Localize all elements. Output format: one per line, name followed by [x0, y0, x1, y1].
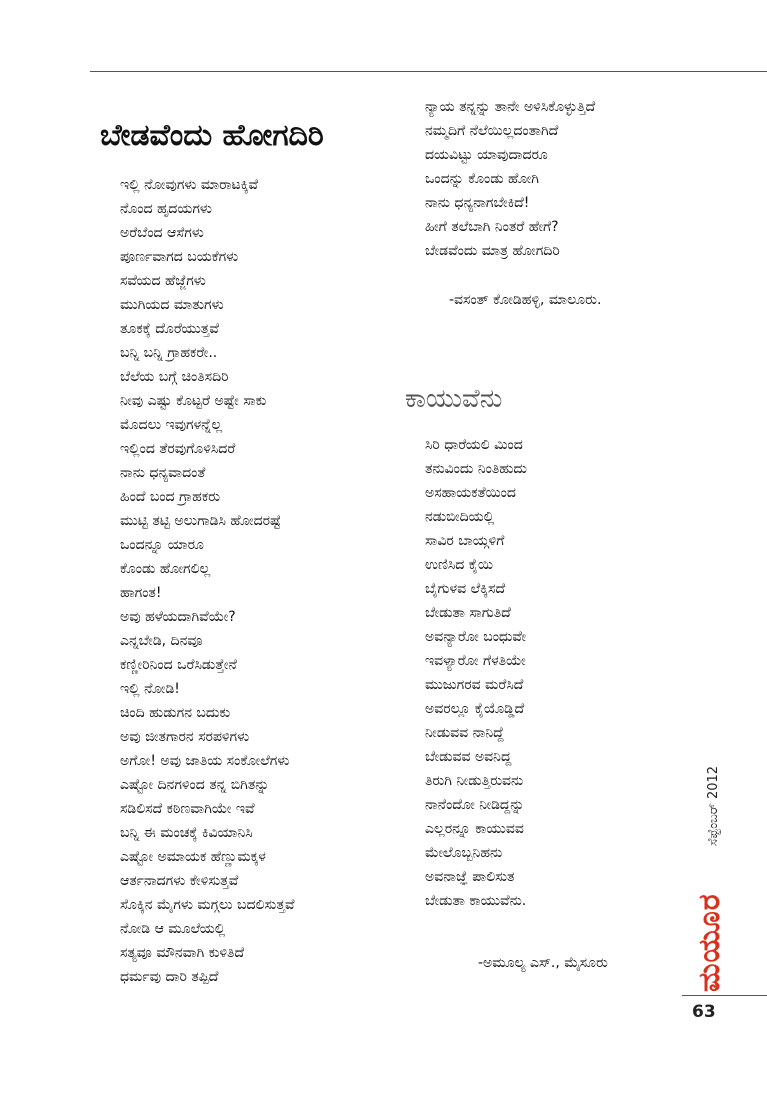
poem-line: ಬೇಡುವವ ಅವನಿದ್ದ	[425, 749, 512, 765]
footer-rule	[682, 995, 767, 996]
poem1-credit: -ವಸಂತ್ ಕೋಡಿಹಳ್ಳಿ, ಮಾಲೂರು.	[449, 292, 602, 308]
poem-line: ಇವಳ್ಯಾರೋ ಗೆಳತಿಯೇ	[425, 653, 526, 669]
poem-line: ಅವು ಜೀತಗಾರನ ಸರಪಳಿಗಳು	[120, 729, 250, 745]
poem-line: ಇಲ್ಲಿ ನೋವುಗಳು ಮಾರಾಟಕ್ಕಿವೆ	[120, 177, 259, 193]
poem-line: ಮುಟ್ಟಿ ತಟ್ಟಿ ಅಲುಗಾಡಿಸಿ ಹೋದರಷ್ಟೆ	[120, 513, 282, 529]
poem-line: ಎಲ್ಲರನ್ನೂ ಕಾಯುವವ	[425, 821, 524, 837]
poem-line: ಸೊಕ್ಕಿನ ಮೈಗಳು ಮಗ್ಗಲು ಬದಲಿಸುತ್ತವೆ	[120, 897, 295, 913]
poem-line: ಹಾಗಂತ!	[120, 585, 162, 601]
poem-line: ಎಷ್ಟೋ ಅಮಾಯಕ ಹೆಣ್ಣುಮಕ್ಕಳ	[120, 849, 266, 865]
poem-line: ನಾನೆಂದೋ ನೀಡಿದ್ದನ್ನು	[425, 797, 525, 813]
poem-line: ತಿರುಗಿ ನೀಡುತ್ತಿರುವನು	[425, 773, 524, 789]
poem-line: ನ್ಯಾಯ ತನ್ನನ್ನು ತಾನೇ ಅಳಿಸಿಕೊಳ್ಳುತ್ತಿದೆ	[425, 99, 596, 115]
poem-line: ಕೊಂಡು ಹೋಗಲಿಲ್ಲ	[120, 561, 211, 577]
poem-line: ಒಂದನ್ನು ಕೊಂಡು ಹೋಗಿ	[425, 171, 539, 187]
poem-line: ಬೇಡುತಾ ಕಾಯುವೆನು.	[425, 893, 527, 909]
poem-line: ನಾನು ಧನ್ಯನಾಗಬೇಕಿದೆ!	[425, 195, 530, 211]
poem-line: ಧರ್ಮವು ದಾರಿ ತಪ್ಪಿದೆ	[120, 969, 219, 985]
poem2-credit: -ಅಮೂಲ್ಯ ಎಸ್., ಮೈಸೂರು	[478, 955, 608, 971]
poem-line: ಆರ್ತನಾದಗಳು ಕೇಳಿಸುತ್ತವೆ	[120, 873, 239, 889]
poem-line: ನೊಂದ ಹೃದಯಗಳು	[120, 201, 212, 217]
poem-line: ಮುಗಿಯದ ಮಾತುಗಳು	[120, 297, 224, 313]
poem-line: ಅರೆಬೆಂದ ಆಸೆಗಳು	[120, 225, 204, 241]
poem-line: ಇಲ್ಲಿ ನೋಡಿ!	[120, 681, 180, 697]
poem-line: ಅವರಲ್ಲೂ ಕೈಯೊಡ್ಡಿದೆ	[425, 701, 525, 717]
poem-line: ಪೂರ್ಣವಾಗದ ಬಯಕೆಗಳು	[120, 249, 239, 265]
poem-line: ಅವನ್ಯಾರೋ ಬಂಧುವೇ	[425, 629, 527, 645]
poem2-title: ಕಾಯುವೆನು	[405, 384, 503, 414]
poem-line: ಬೆಲೆಯ ಬಗ್ಗೆ ಚಿಂತಿಸದಿರಿ	[120, 369, 229, 385]
poem-line: ನೀವು ಎಷ್ಟು ಕೊಟ್ಟರೆ ಅಷ್ಟೇ ಸಾಕು	[120, 393, 267, 409]
top-rule	[90, 71, 767, 72]
poem-line: ಸತ್ಯವೂ ಮೌನವಾಗಿ ಕುಳಿತಿದೆ	[120, 945, 245, 961]
poem-line: ಅಸಹಾಯಕತೆಯಿಂದ	[425, 485, 516, 501]
page-number: 63	[692, 1002, 716, 1022]
poem-line: ನೀಡುವವ ನಾನಿದ್ದೆ	[425, 725, 504, 741]
poem-line: ಬೇಡುತಾ ಸಾಗುತಿದೆ	[425, 605, 511, 621]
poem-line: ನೋಡಿ ಆ ಮೂಲೆಯಲ್ಲಿ	[120, 921, 226, 937]
poem-line: ಸಡಿಲಿಸದೆ ಕಠಿಣವಾಗಿಯೇ ಇವೆ	[120, 801, 255, 817]
poem-line: ಒಂದನ್ನೂ ಯಾರೂ	[120, 537, 204, 553]
issue-date: ಸೆಪ್ಟೆಂಬರ್ 2012	[706, 765, 721, 846]
poem-line: ಅವನಾಜ್ಞೆ ಪಾಲಿಸುತ	[425, 869, 515, 885]
poem-line: ಮುಜುಗರವ ಮರೆಸಿದೆ	[425, 677, 524, 693]
poem-line: ಚಿಂದಿ ಹುಡುಗನ ಬದುಕು	[120, 705, 231, 721]
magazine-logo: ಮಯೂರ	[692, 893, 727, 992]
poem1-title: ಬೇಡವೆಂದು ಹೋಗದಿರಿ	[100, 118, 324, 153]
poem-line: ತೂಕಕ್ಕೆ ದೊರೆಯುತ್ತವೆ	[120, 321, 219, 337]
poem-line: ದಯವಿಟ್ಟು ಯಾವುದಾದರೂ	[425, 147, 548, 163]
poem-line: ಸಾವಿರ ಬಾಯ್ಗಳಿಗೆ	[425, 533, 505, 549]
poem-line: ಹೀಗೆ ತಲೆಬಾಗಿ ನಿಂತರೆ ಹೇಗೆ?	[425, 219, 559, 235]
poem-line: ಇಲ್ಲಿಂದ ತೆರವುಗೊಳಿಸಿದರೆ	[120, 441, 236, 457]
poem-line: ಹಿಂದೆ ಬಂದ ಗ್ರಾಹಕರು	[120, 489, 221, 505]
poem-line: ಎನ್ನಬೇಡಿ, ದಿನವೂ	[120, 633, 203, 649]
poem1-continuation	[425, 95, 595, 263]
poem-line: ನಾನು ಧನ್ಯವಾದಂತೆ	[120, 465, 206, 481]
poem-line: ಬನ್ನಿ ಈ ಮಂಚಕ್ಕೆ ಕಿವಿಯಾನಿಸಿ	[120, 825, 253, 841]
poem-line: ನಮ್ಮದಿಗೆ ನೆಲೆಯಿಲ್ಲದಂತಾಗಿದೆ	[425, 123, 559, 139]
poem1-body	[120, 173, 295, 989]
poem-line: ಅವು ಹಳೆಯದಾಗಿವೆಯೇ?	[120, 609, 236, 625]
poem-line: ಅಗೋ! ಅವು ಜಾತಿಯ ಸಂಕೋಲೆಗಳು	[120, 753, 290, 769]
poem-line: ಬನ್ನಿ ಬನ್ನಿ ಗ್ರಾಹಕರೇ..	[120, 345, 218, 361]
poem2-body	[425, 433, 527, 913]
poem-line: ಕಣ್ಣೀರಿನಿಂದ ಒರೆಸಿಡುತ್ತೇನೆ	[120, 657, 237, 673]
poem-line: ಉಣಿಸಿದ ಕೈಯಿ	[425, 557, 494, 573]
poem-line: ಮೊದಲು ಇವುಗಳನ್ನೆಲ್ಲ	[120, 417, 223, 433]
poem-line: ತನುವಿಂದು ನಿಂತಿಹುದು	[425, 461, 527, 477]
poem-line: ಎಷ್ಟೋ ದಿನಗಳಿಂದ ತನ್ನ ಬಿಗಿತನ್ನು	[120, 777, 270, 793]
poem-line: ಮೇಲೊಬ್ಬನಿಹನು	[425, 845, 503, 861]
poem-line: ಸಿರಿ ಧಾರೆಯಲಿ ಮಿಂದ	[425, 437, 523, 453]
poem-line: ನಡುಬೀದಿಯಲ್ಲಿ	[425, 509, 495, 525]
poem-line: ಸವೆಯದ ಹೆಜ್ಜೆಗಳು	[120, 273, 206, 289]
poem-line: ಬೈಗುಳವ ಲೆಕ್ಕಿಸದೆ	[425, 581, 506, 597]
poem-line: ಬೇಡವೆಂದು ಮಾತ್ರ ಹೋಗದಿರಿ	[425, 243, 560, 259]
